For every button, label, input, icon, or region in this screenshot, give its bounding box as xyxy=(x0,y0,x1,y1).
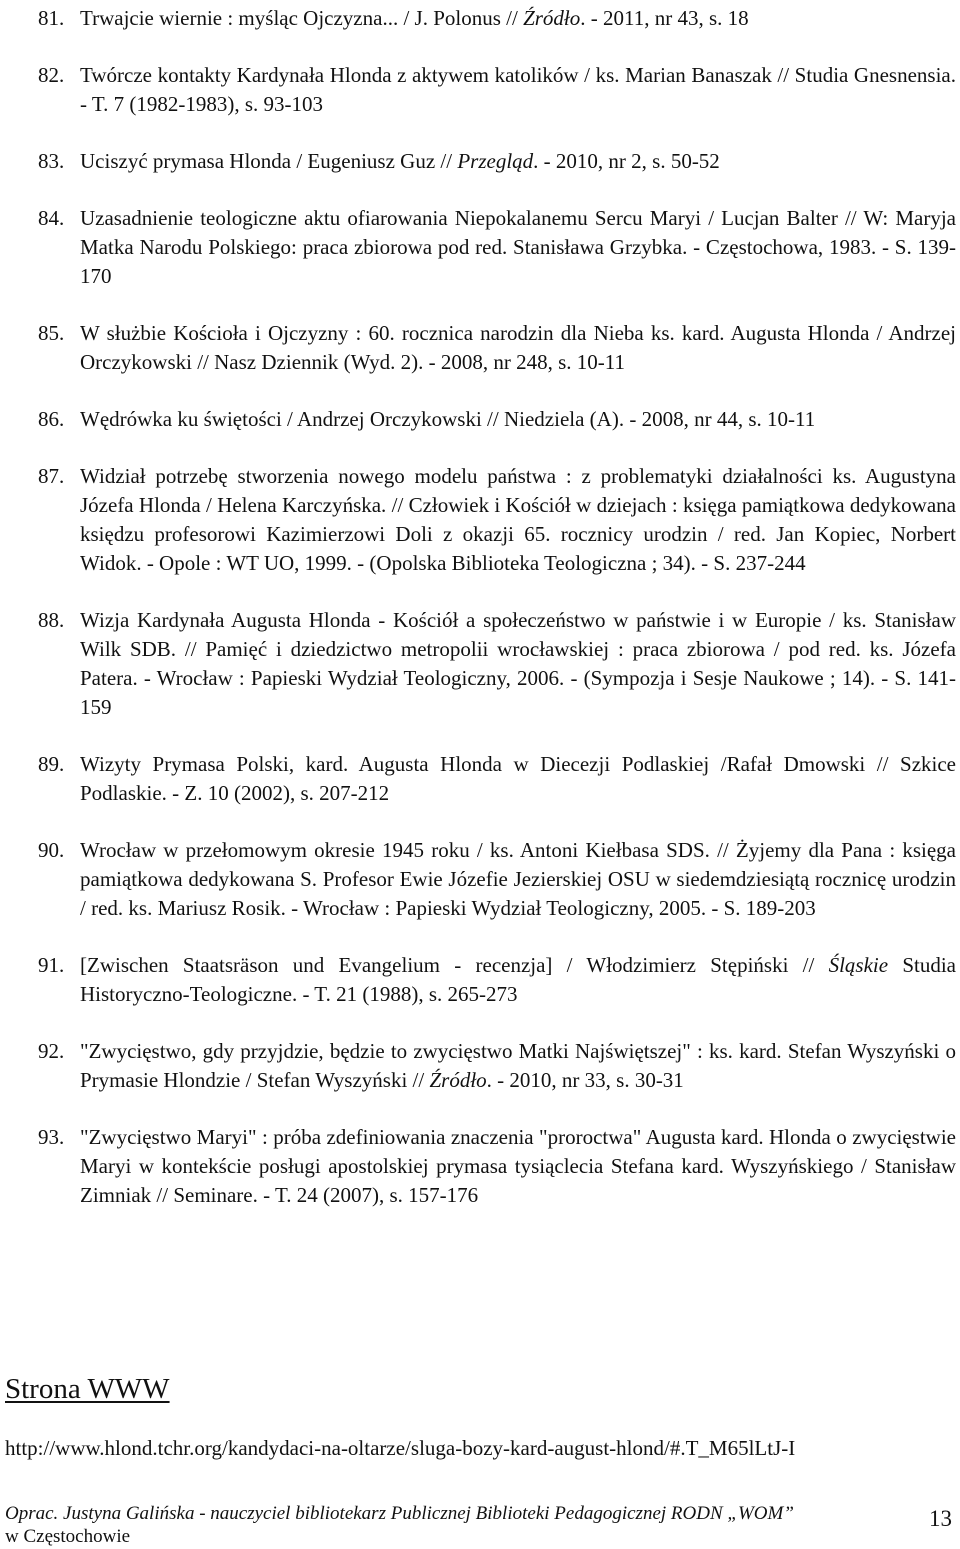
entry-number: 84. xyxy=(38,206,65,230)
list-item xyxy=(38,1123,956,1210)
entry-text: Uciszyć prymasa Hlonda / Eugeniusz Guz // Przegląd. - 2010, nr 2, s. 50-52 xyxy=(80,149,720,173)
list-item xyxy=(38,836,956,923)
list-item xyxy=(38,606,956,722)
entry-text: [Zwischen Staatsräson und Evangelium - recenzja] / Włodzimierz Stępiński // Śląskie Studia Historyczno-Teologiczne. - T. 21 (1988), s. 265-273 xyxy=(80,953,956,1006)
page-number: 13 xyxy=(929,1506,952,1531)
footer-author-line: Oprac. Justyna Galińska - nauczyciel bibliotekarz Publicznej Biblioteki Pedagogicznej RODN „WOM” xyxy=(5,1503,794,1524)
entry-text: Wrocław w przełomowym okresie 1945 roku / ks. Antoni Kiełbasa SDS. // Żyjemy dla Pana : księga pamiątkowa dedykowana S. Profesor Ewie Józefie Jezierskiej OSU w siedemdziesiątą rocznicę urodzin / red. ks. Mariusz Rosik. - Wrocław : Papieski Wydział Teologiczny, 2005. - S. 189-203 xyxy=(80,838,956,920)
entry-text: Wizyty Prymasa Polski, kard. Augusta Hlonda w Diecezji Podlaskiej /Rafał Dmowski // Szkice Podlaskie. - Z. 10 (2002), s. 207-212 xyxy=(80,752,956,805)
list-item xyxy=(38,4,956,33)
entry-number: 85. xyxy=(38,321,65,345)
entry-text: W służbie Kościoła i Ojczyzny : 60. rocznica narodzin dla Nieba ks. kard. Augusta Hlonda / Andrzej Orczykowski // Nasz Dziennik (Wyd. 2). - 2008, nr 248, s. 10-11 xyxy=(80,321,956,374)
list-item xyxy=(38,1037,956,1095)
list-item xyxy=(38,405,956,434)
list-item xyxy=(38,951,956,1009)
entry-text: Wizja Kardynała Augusta Hlonda - Kościół a społeczeństwo w państwie i w Europie / ks. Stanisław Wilk SDB. // Pamięć i dziedzictwo metropolii wrocławskiej : praca zbiorowa / pod red. ks. Józefa Patera. - Wrocław : Papieski Wydział Teologiczny, 2006. - (Sympozja i Sesje Naukowe ; 14). - S. 141-159 xyxy=(80,608,956,719)
entry-text: Trwajcie wiernie : myśląc Ojczyzna... / J. Polonus // Źródło. - 2011, nr 43, s. 18 xyxy=(80,6,749,30)
entry-text: "Zwycięstwo, gdy przyjdzie, będzie to zwycięstwo Matki Najświętszej" : ks. kard. Stefan Wyszyński o Prymasie Hlondzie / Stefan Wyszyński // Źródło. - 2010, nr 33, s. 30-31 xyxy=(80,1039,956,1092)
section-heading: Strona WWW xyxy=(5,1373,170,1405)
entry-text: Wędrówka ku świętości / Andrzej Orczykowski // Niedziela (A). - 2008, nr 44, s. 10-11 xyxy=(80,407,816,431)
footer-location-line: w Częstochowie xyxy=(5,1526,131,1547)
entry-number: 81. xyxy=(38,6,65,30)
entry-text: Widział potrzebę stworzenia nowego modelu państwa : z problematyki działalności ks. Augustyna Józefa Hlonda / Helena Karczyńska. // Człowiek i Kościół w dziejach : księga pamiątkowa dedykowana księdzu profesorowi Kazimierzowi Doli z okazji 65. rocznicy urodzin / red. Jan Kopiec, Norbert Widok. - Opole : WT UO, 1999. - (Opolska Biblioteka Teologiczna ; 34). - S. 237-244 xyxy=(80,464,956,575)
list-item xyxy=(38,319,956,377)
entry-number: 82. xyxy=(38,63,65,87)
entry-number: 93. xyxy=(38,1125,65,1149)
entry-text: "Zwycięstwo Maryi" : próba zdefiniowania znaczenia "proroctwa" Augusta kard. Hlonda o zwycięstwie Maryi w kontekście posługi apostolskiej prymasa tysiąclecia Stefana kard. Wyszyńskiego / Stanisław Zimniak // Seminare. - T. 24 (2007), s. 157-176 xyxy=(80,1125,956,1207)
entry-number: 91. xyxy=(38,953,65,977)
list-item xyxy=(38,61,956,119)
entry-number: 86. xyxy=(38,407,65,431)
web-link[interactable]: http://www.hlond.tchr.org/kandydaci-na-oltarze/sluga-bozy-kard-august-hlond/#.T_M65lLtJ-I xyxy=(5,1436,796,1460)
entry-number: 90. xyxy=(38,838,65,862)
entry-number: 89. xyxy=(38,752,65,776)
entry-number: 87. xyxy=(38,464,65,488)
page-footer xyxy=(5,1502,885,1548)
list-item xyxy=(38,204,956,291)
bibliography-list xyxy=(38,4,956,1238)
entry-number: 83. xyxy=(38,149,65,173)
list-item xyxy=(38,462,956,578)
list-item xyxy=(38,750,956,808)
entry-number: 92. xyxy=(38,1039,65,1063)
entry-text: Twórcze kontakty Kardynała Hlonda z aktywem katolików / ks. Marian Banaszak // Studia Gnesnensia. - T. 7 (1982-1983), s. 93-103 xyxy=(80,63,956,116)
list-item xyxy=(38,147,956,176)
entry-number: 88. xyxy=(38,608,65,632)
entry-text: Uzasadnienie teologiczne aktu ofiarowania Niepokalanemu Sercu Maryi / Lucjan Balter // W: Maryja Matka Narodu Polskiego: praca zbiorowa pod red. Stanisława Grzybka. - Częstochowa, 1983. - S. 139-170 xyxy=(80,206,956,288)
